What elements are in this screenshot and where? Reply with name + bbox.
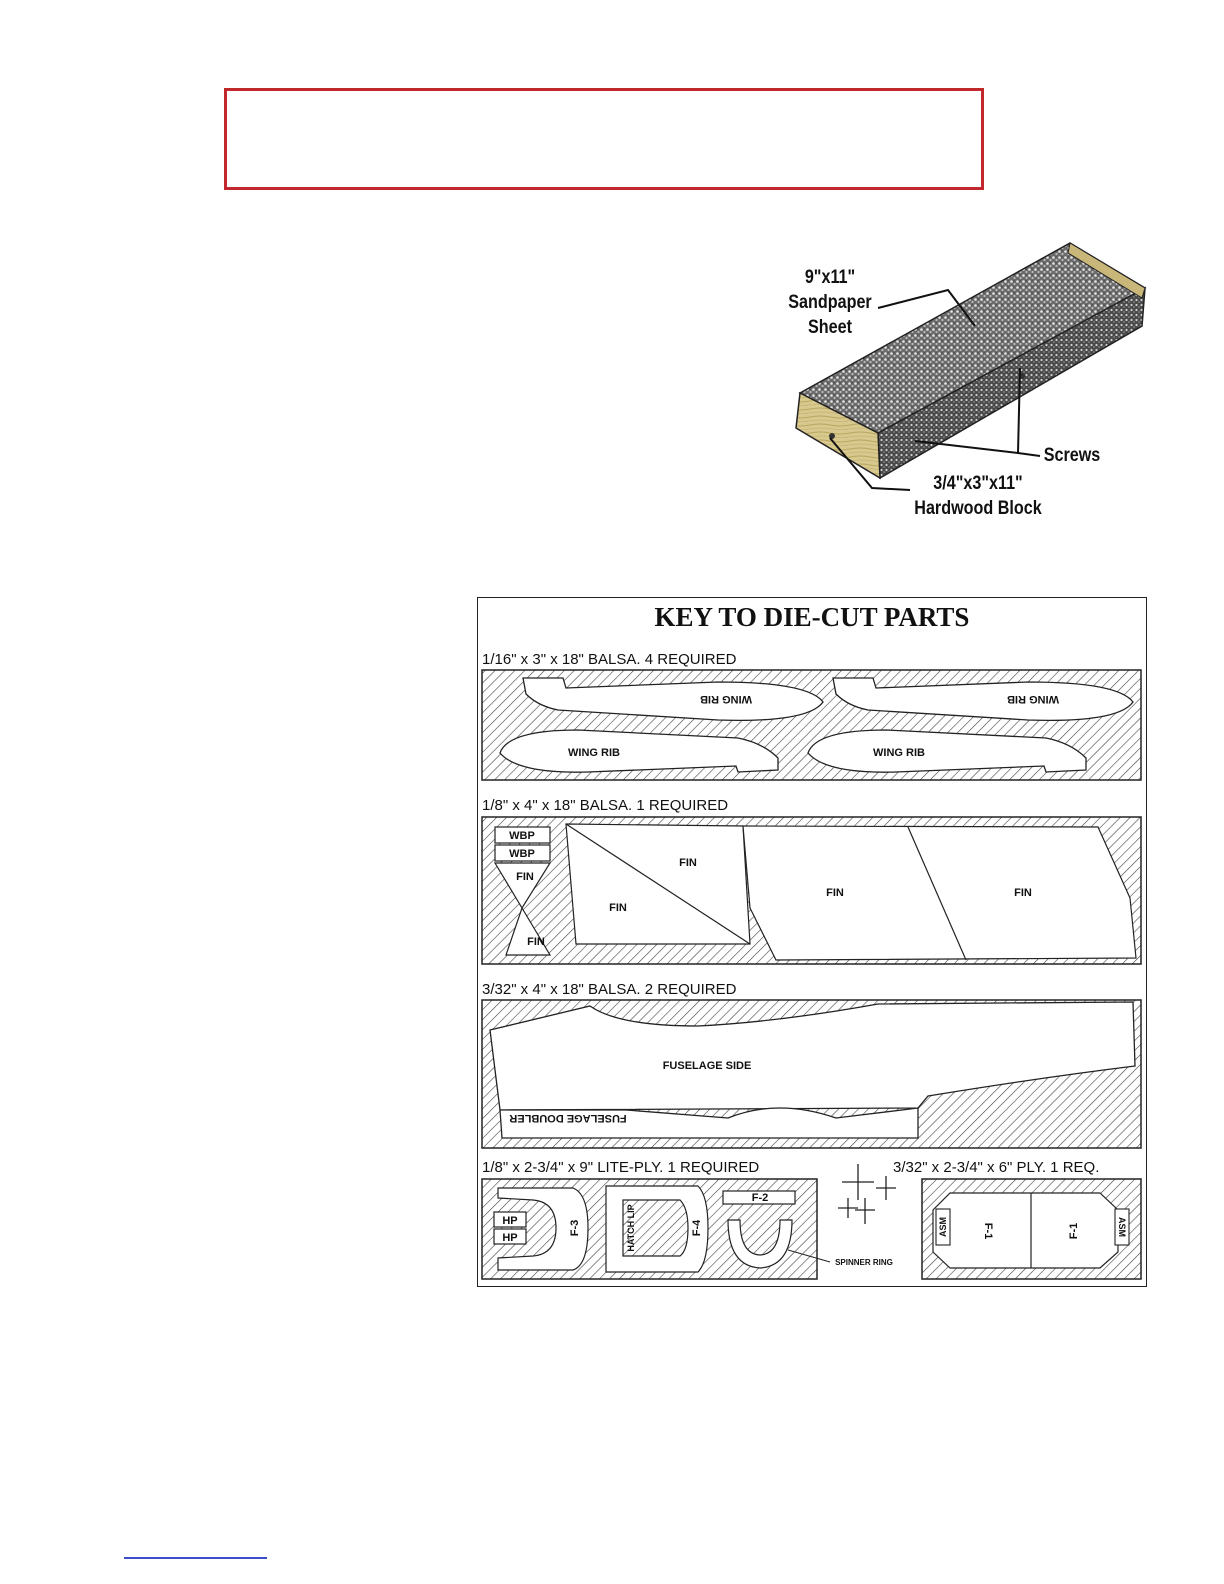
sandpaper-size-text: 9"x11": [804, 267, 856, 288]
part-label: WING RIB: [873, 747, 925, 759]
sheet-caption: 1/8" x 2-3/4" x 9" LITE-PLY. 1 REQUIRED: [482, 1159, 760, 1176]
part-label: WBP: [509, 848, 535, 860]
part-label: WING RIB: [1007, 693, 1059, 705]
hardwood-block-label: [910, 471, 1046, 521]
part-label: FIN: [609, 902, 627, 914]
part-label: F-2: [751, 1192, 769, 1204]
part-label: ASM: [938, 1217, 948, 1237]
sheet-ply: [922, 1179, 1141, 1279]
part-label: WING RIB: [700, 693, 752, 705]
part-label: FIN: [679, 857, 697, 869]
part-label: SPINNER RING: [835, 1258, 893, 1267]
sheet-caption: 1/8" x 4" x 18" BALSA. 1 REQUIRED: [482, 797, 729, 814]
part-label: HP: [502, 1232, 518, 1244]
block-name-text: Hardwood Block: [914, 498, 1042, 519]
part-label: FUSELAGE DOUBLER: [509, 1112, 627, 1124]
part-label: F-4: [691, 1219, 703, 1237]
sandpaper-sheet-label: [779, 265, 881, 340]
sanding-block-figure: [770, 238, 1160, 528]
sheet-word-text: Sheet: [808, 317, 852, 338]
footer-rule: [124, 1557, 267, 1559]
sheet-caption: 1/16" x 3" x 18" BALSA. 4 REQUIRED: [482, 651, 737, 668]
part-label: F-1: [982, 1222, 994, 1240]
die-cut-sheets-drawing: [478, 598, 1145, 1285]
part-label: F-3: [569, 1219, 581, 1237]
sheet-caption: 3/32" x 4" x 18" BALSA. 2 REQUIRED: [482, 981, 737, 998]
part-label: FIN: [516, 871, 534, 883]
part-label: HP: [502, 1215, 518, 1227]
key-title: KEY TO DIE-CUT PARTS: [654, 602, 970, 632]
part-label: FIN: [826, 887, 844, 899]
part-label: WING RIB: [568, 747, 620, 759]
part-label: FIN: [1014, 887, 1032, 899]
sheet-fuselage: [482, 1000, 1141, 1148]
part-label: F-1: [1068, 1222, 1080, 1240]
sparkle-icon: [838, 1164, 896, 1224]
part-label: FUSELAGE SIDE: [662, 1060, 752, 1072]
part-label: HATCH LIP: [626, 1204, 636, 1252]
part-label: FIN: [527, 936, 545, 948]
block-size-text: 3/4"x3"x11": [933, 473, 1023, 494]
notice-box: [224, 88, 984, 190]
screws-label: Screws: [1043, 445, 1101, 466]
die-cut-parts-key: [477, 597, 1147, 1287]
sheet-fins: [482, 817, 1141, 964]
sheet-wing-ribs: [482, 670, 1141, 780]
part-label: ASM: [1117, 1217, 1127, 1237]
part-label: WBP: [509, 830, 535, 842]
sheet-lite-ply: [482, 1179, 893, 1279]
sheet-caption: 3/32" x 2-3/4" x 6" PLY. 1 REQ.: [893, 1159, 1100, 1176]
sandpaper-word-text: Sandpaper: [788, 292, 872, 313]
